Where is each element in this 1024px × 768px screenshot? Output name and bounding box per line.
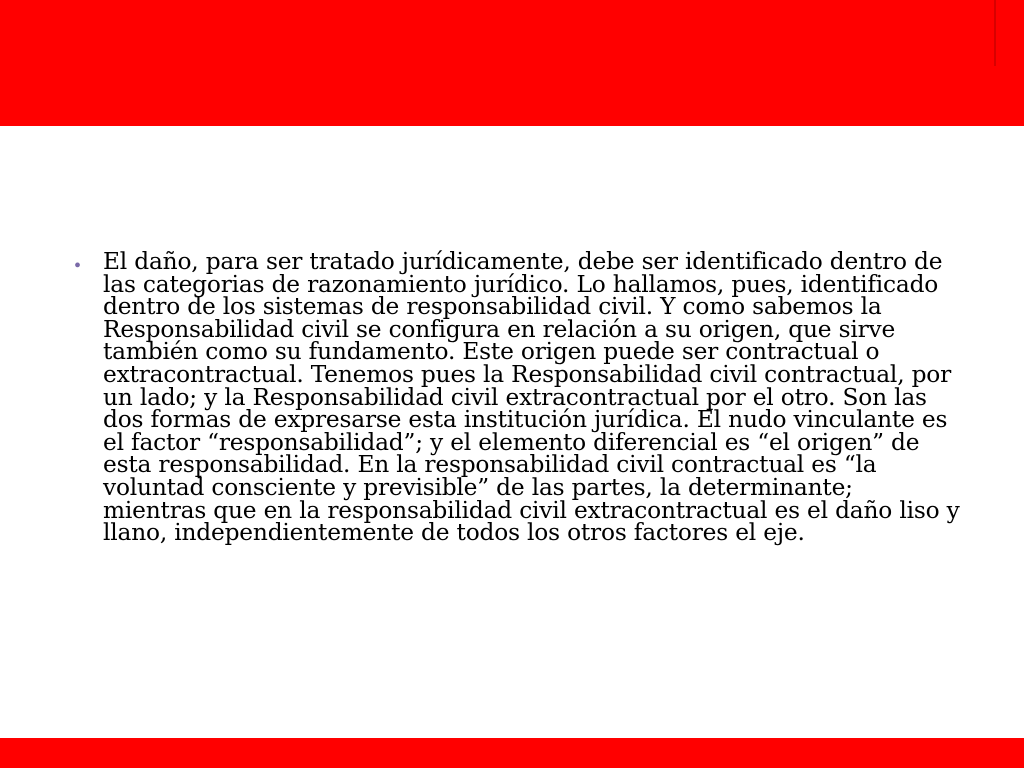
bottom-red-band <box>0 738 1024 768</box>
top-red-band <box>0 0 1024 126</box>
body-paragraph: El daño, para ser tratado jurídicamente, debe ser identificado dentro de las categorias de razonamiento jurídico. Lo hallamos, pues, identificado dentro de los sistemas de responsabilidad civil. Y como sabemos la Responsabilidad civil se configura en relación a su origen, que sirve también como su fundamento. Este origen puede ser contractual o extracontractual. Tenemos pues la Responsabilidad civil contractual, por un lado; y la Responsabilidad civil extracontractual por el otro. Son las dos formas de expresarse esta institución jurídica. El nudo vinculante es el factor “responsabilidad”; y el elemento diferencial es “el origen” de esta responsabilidad. En la responsabilidad civil contractual es “la voluntad consciente y previsible” de las partes, la determinante; mientras que en la responsabilidad civil extracontractual es el daño liso y llano, independientemente de todos los otros factores el eje. <box>103 248 960 547</box>
bullet-item <box>74 248 974 547</box>
slide-content <box>74 248 974 547</box>
bullet-icon: • <box>74 255 82 277</box>
top-band-divider-line <box>994 0 996 66</box>
